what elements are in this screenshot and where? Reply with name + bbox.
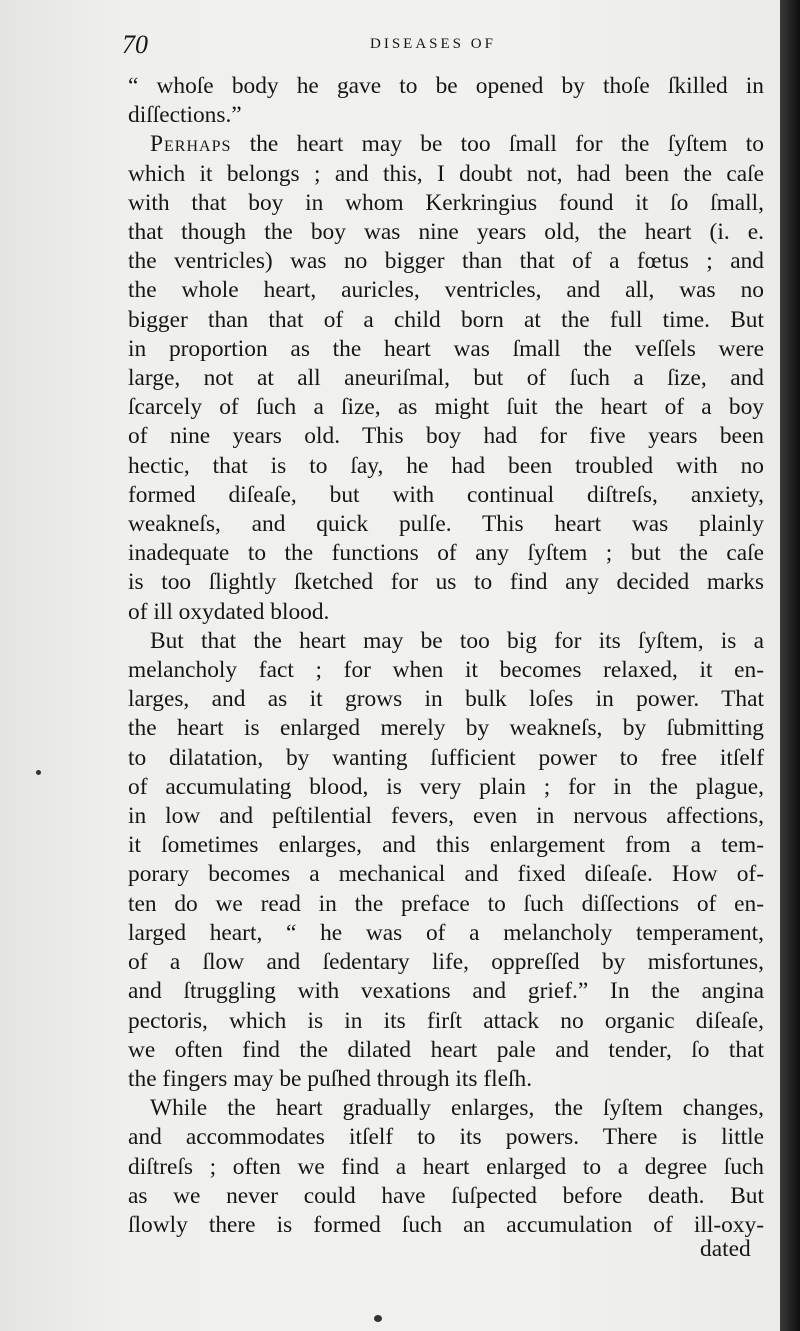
text-line: “ whoſe body he gave to be opened by thoſe ſkilled in xyxy=(128,73,764,99)
text-line: formed diſeaſe, but with continual diſtreſs, anxiety, xyxy=(128,481,764,508)
text-line: of accumulating blood, is very plain ; for in the plague, xyxy=(128,773,764,800)
text-line: and accommodates itſelf to its powers. There is little xyxy=(128,1124,764,1151)
running-head: DISEASES OF xyxy=(370,36,496,52)
text-line: weakneſs, and quick pulſe. This heart was plainly xyxy=(128,511,764,538)
text-line: of nine years old. This boy had for five years been xyxy=(128,423,764,450)
text-line: hectic, that is to ſay, he had been troubled with no xyxy=(128,452,764,479)
text-line: pectoris, which is in its firſt attack no organic diſeaſe, xyxy=(128,1007,764,1034)
text-line: which it belongs ; and this, I doubt not, had been the caſe xyxy=(128,160,764,187)
text-line: diſſections.” xyxy=(128,102,242,129)
text-line: we often find the dilated heart pale and tender, ſo that xyxy=(128,1036,764,1063)
paragraph-opening-line: While the heart gradually enlarges, the ſyſtem changes, xyxy=(150,1095,764,1122)
paragraph-opening-line: But that the heart may be too big for its ſyſtem, is a xyxy=(150,627,764,654)
paragraph-opening-line xyxy=(128,130,764,159)
text-line: large, not at all aneuriſmal, but of ſuch a ſize, and xyxy=(128,365,764,392)
page-number: 70 xyxy=(122,30,148,59)
text-line: in low and peſtilential fevers, even in nervous affections, xyxy=(128,803,764,830)
text-line: of ill oxydated blood. xyxy=(128,598,330,625)
text-line: the heart is enlarged merely by weakneſs, by ſubmitting xyxy=(128,715,764,742)
page-edge-shadow xyxy=(780,0,800,1331)
text-line: it ſometimes enlarges, and this enlargement from a tem- xyxy=(128,832,764,859)
text-line: porary becomes a mechanical and fixed diſeaſe. How of- xyxy=(128,861,764,888)
text-line: the whole heart, auricles, ventricles, and all, was no xyxy=(128,277,764,304)
text-line: that though the boy was nine years old, the heart (i. e. xyxy=(128,219,764,246)
text-line: larged heart, “ he was of a melancholy temperament, xyxy=(128,919,764,946)
text-line: and ſtruggling with vexations and grief.” In the angina xyxy=(128,978,764,1005)
text-line: diſtreſs ; often we find a heart enlarged to a degree ſuch xyxy=(128,1153,764,1180)
ink-speck xyxy=(36,770,41,775)
text-line: the ventricles) was no bigger than that of a fœtus ; and xyxy=(128,248,764,275)
text-line-rest: the heart may be too ſmall for the ſyſtem to xyxy=(249,131,764,158)
body-text xyxy=(128,72,764,1240)
small-caps-opening-word: Perhaps xyxy=(150,131,232,158)
ink-speck xyxy=(374,1315,382,1322)
text-line: as we never could have ſuſpected before death. But xyxy=(128,1182,764,1209)
text-line: with that boy in whom Kerkringius found it ſo ſmall, xyxy=(128,189,764,216)
text-line: bigger than that of a child born at the full time. But xyxy=(128,306,764,333)
text-line: ten do we read in the preface to ſuch diſſections of en- xyxy=(128,890,764,917)
text-line: melancholy fact ; for when it becomes relaxed, it en- xyxy=(128,657,764,684)
text-line: in proportion as the heart was ſmall the veſſels were xyxy=(128,335,764,362)
text-line: the fingers may be puſhed through its fleſh. xyxy=(128,1065,533,1092)
text-line: of a ſlow and ſedentary life, oppreſſed by misfortunes, xyxy=(128,949,764,976)
page-header xyxy=(122,30,762,62)
catchword: dated xyxy=(700,1236,751,1262)
text-line: is too ſlightly ſketched for us to find any decided marks xyxy=(128,569,764,596)
text-line: larges, and as it grows in bulk loſes in power. That xyxy=(128,686,764,713)
text-line: to dilatation, by wanting ſufficient power to free itſelf xyxy=(128,744,764,771)
text-line: ſlowly there is formed ſuch an accumulation of ill-oxy- xyxy=(128,1211,764,1238)
text-line: ſcarcely of ſuch a ſize, as might ſuit the heart of a boy xyxy=(128,394,764,421)
text-line: inadequate to the functions of any ſyſtem ; but the caſe xyxy=(128,540,764,567)
